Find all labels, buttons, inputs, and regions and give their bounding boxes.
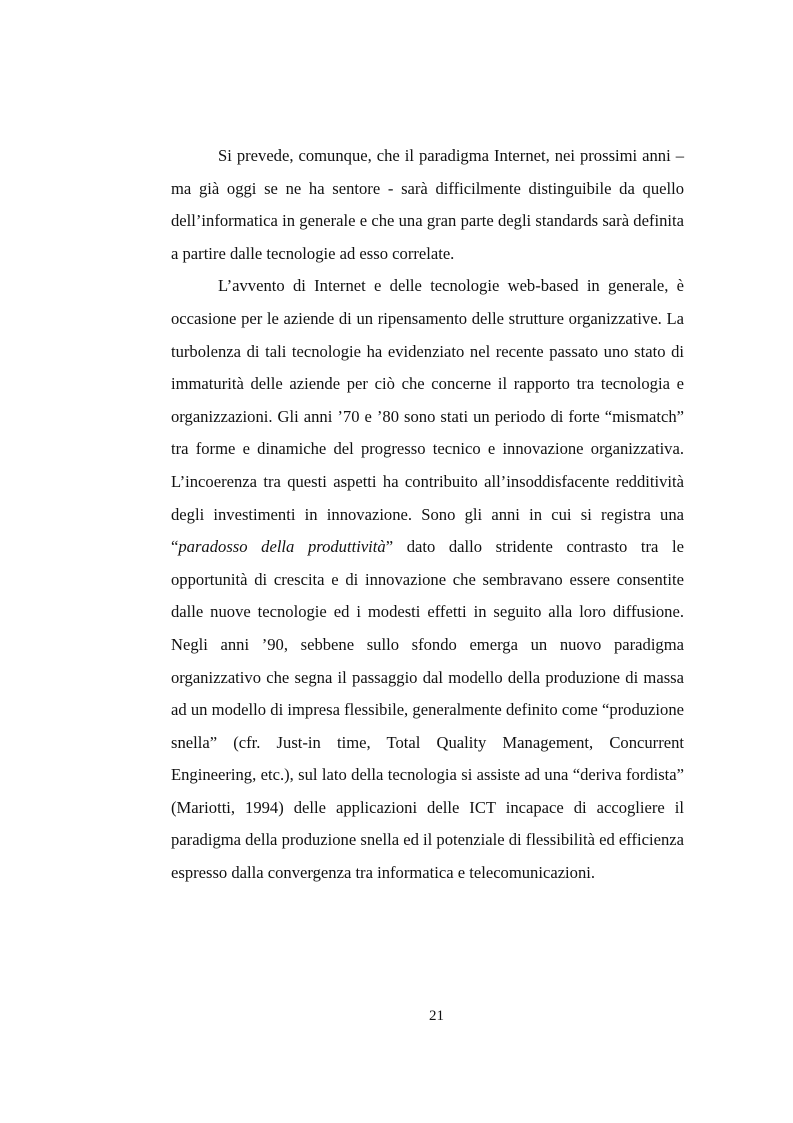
- paragraph-1: [171, 140, 684, 270]
- page-number: 21: [429, 1008, 444, 1024]
- paragraph-2: [171, 270, 684, 889]
- paragraph-2-text-start: L’avvento di Internet e delle tecnologie web-based in generale, è occasione per le aziende di un ripensamento delle strutture organizzative. La turbolenza di tali tecnologie ha evidenziato nel recente passato uno stato di immaturità delle aziende per ciò che concerne il rapporto tra tecnologia e organizzazioni. Gli anni ’70 e ’80 sono stati un periodo di forte “mismatch” tra forme e dinamiche del progresso tecnico e innovazione organizzativa. L’incoerenza tra questi aspetti ha contribuito all’insoddisfacente redditività degli investimenti in innovazione. Sono gli anni in cui si registra una “: [171, 276, 684, 557]
- paragraph-1-text: Si prevede, comunque, che il paradigma Internet, nei prossimi anni – ma già oggi se ne ha sentore - sarà difficilmente distinguibile da quello dell’informatica in generale e che una gran parte degli standards sarà definita a partire dalle tecnologie ad esso correlate.: [171, 146, 684, 263]
- paragraph-2-italic-term: paradosso della produttività: [178, 537, 386, 557]
- page-body: [171, 140, 684, 890]
- paragraph-2-text-end: ” dato dallo stridente contrasto tra le opportunità di crescita e di innovazione che sembravano essere consentite dalle nuove tecnologie ed i modesti effetti in seguito alla loro diffusione. Negli anni ’90, sebbene sullo sfondo emerga un nuovo paradigma organizzativo che segna il passaggio dal modello della produzione di massa ad un modello di impresa flessibile, generalmente definito come “produzione snella” (cfr. Just-in time, Total Quality Management, Concurrent Engineering, etc.), sul lato della tecnologia si assiste ad una “deriva fordista” (Mariotti, 1994) delle applicazioni delle ICT incapace di accogliere il paradigma della produzione snella ed il potenziale di flessibilità ed efficienza espresso dalla convergenza tra informatica e telecomunicazioni.: [171, 537, 684, 883]
